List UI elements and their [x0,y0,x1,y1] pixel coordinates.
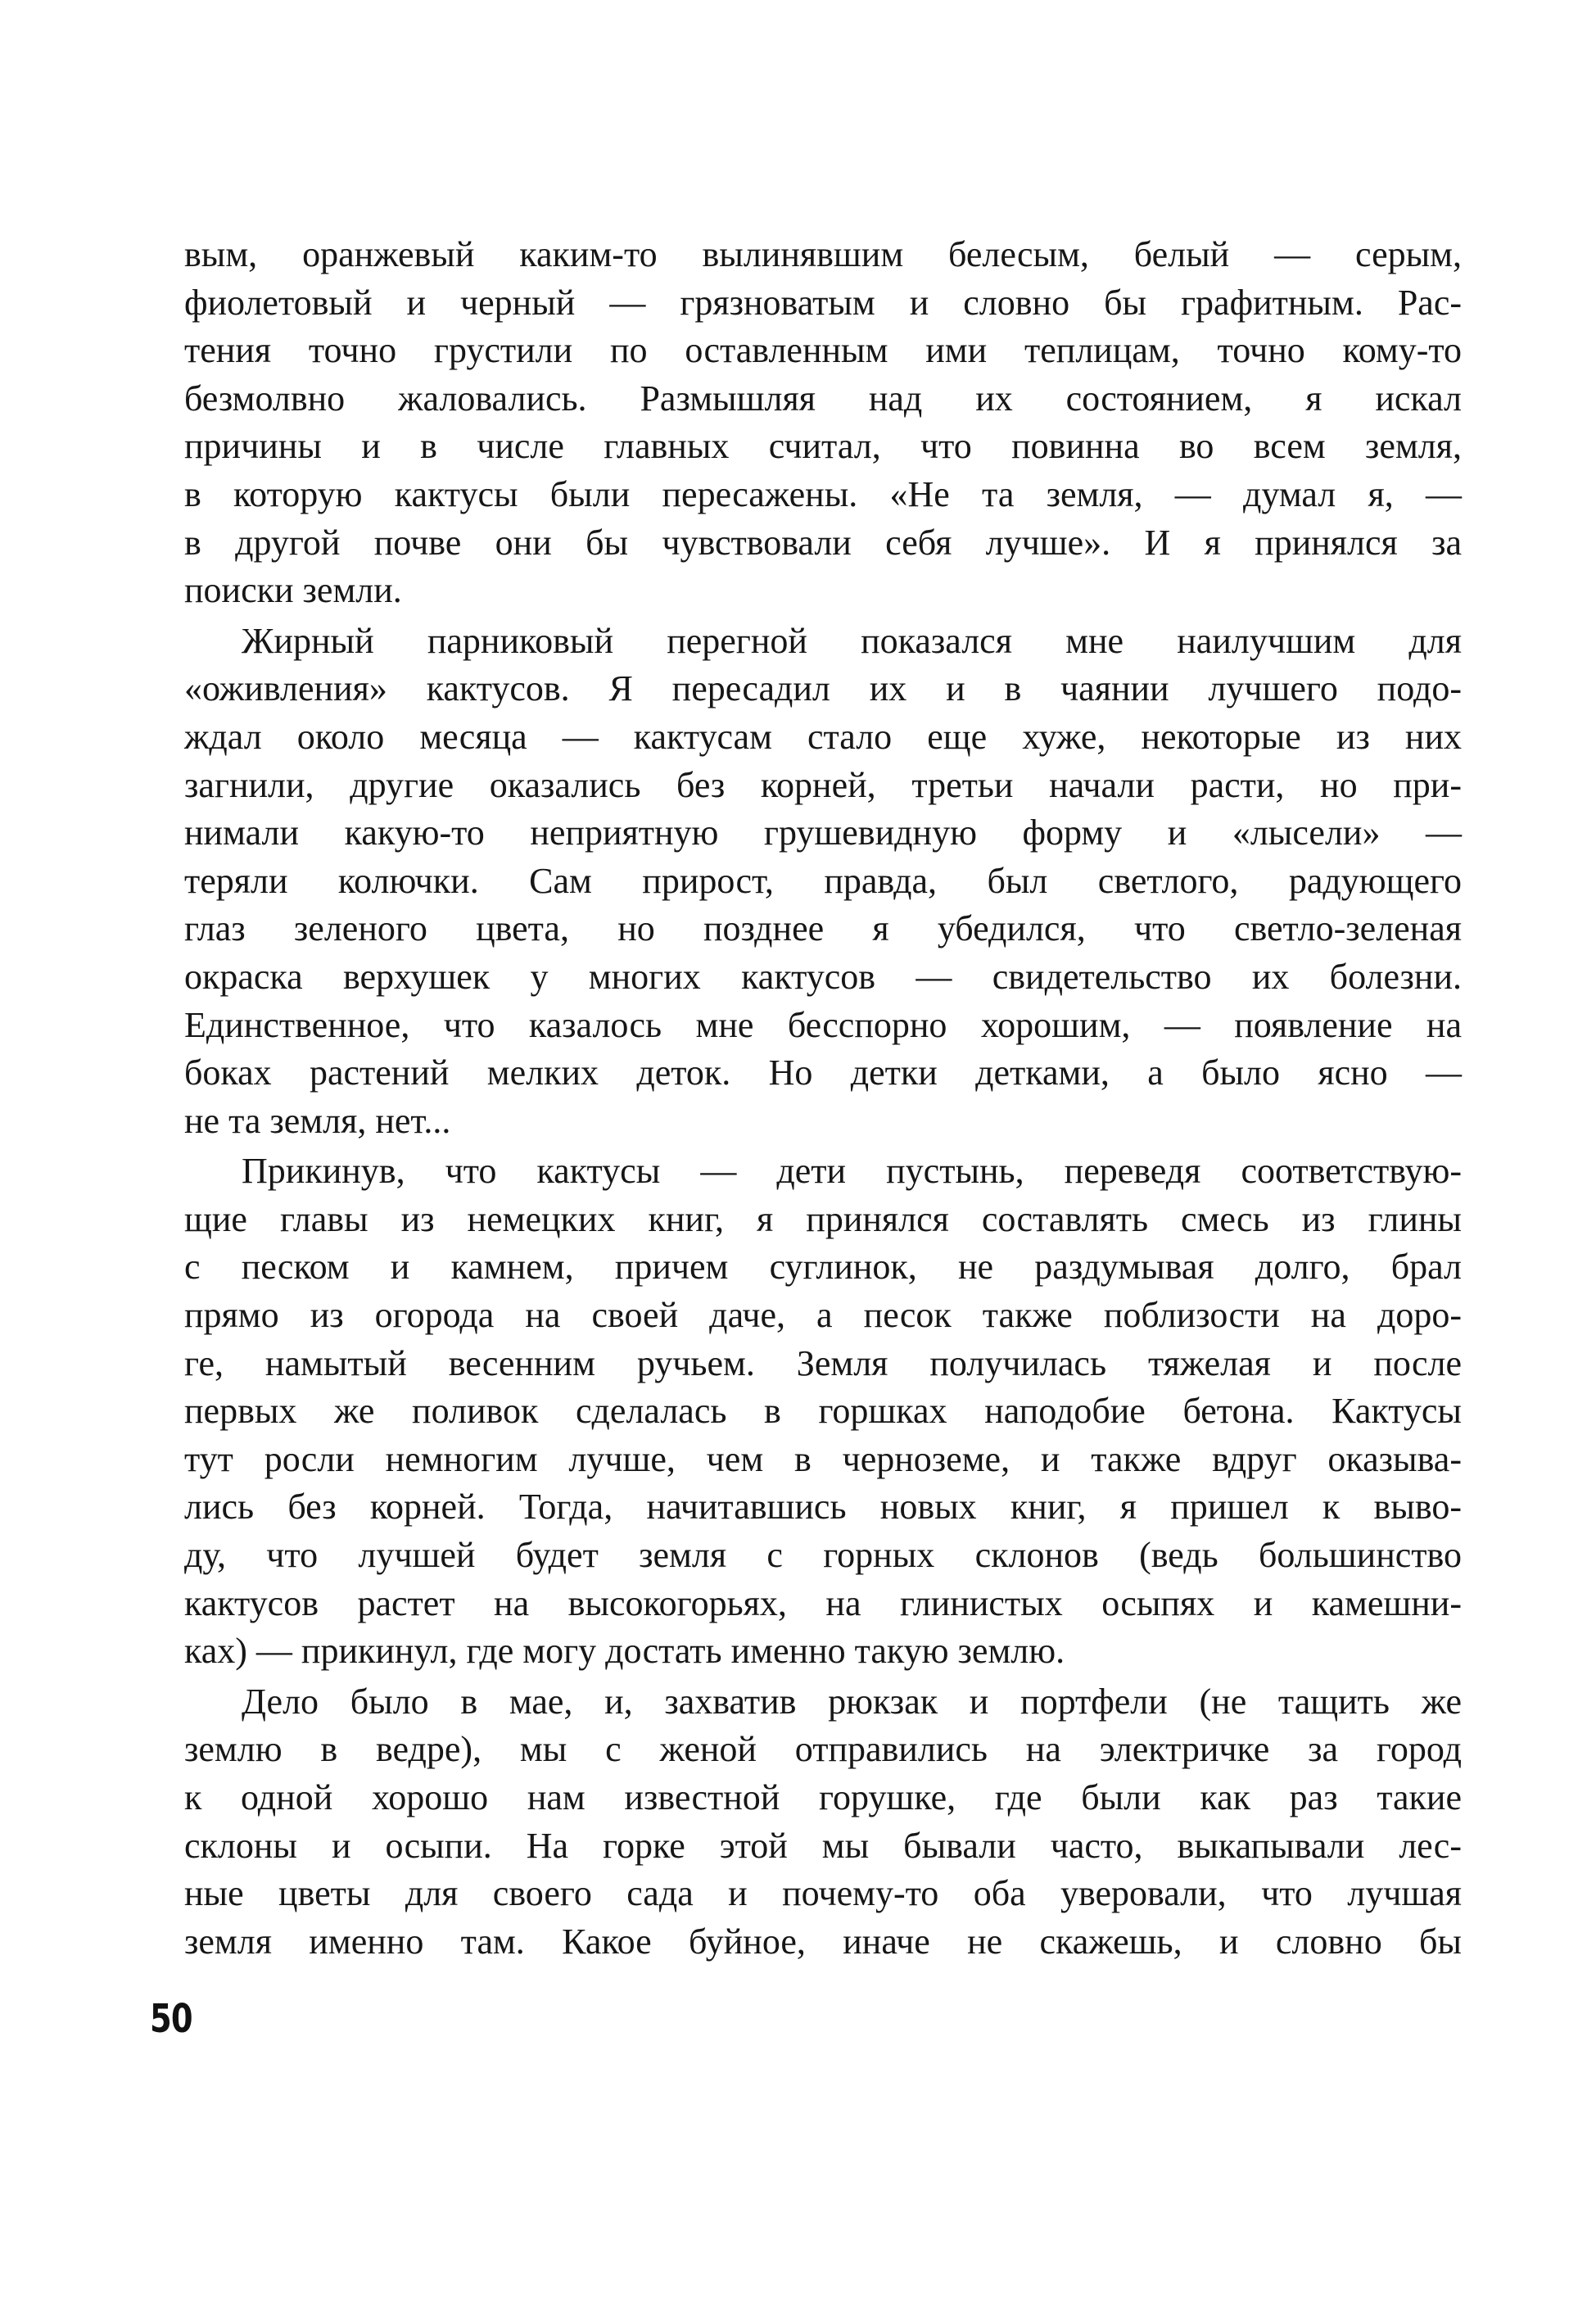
text-line: ках) — прикинул, где могу достать именно такую землю. [184,1631,1065,1672]
text-line: склоны и осыпи. На горке этой мы бывали часто, выкапывали лес- [184,1825,1462,1866]
text-line: Единственное, что казалось мне бесспорно хорошим, — появление на [184,1004,1462,1045]
paragraph [184,231,1462,615]
paragraph [184,1678,1462,1967]
text-line: ные цветы для своего сада и почему-то оба уверовали, что лучшая [184,1873,1462,1914]
text-line: с песком и камнем, причем суглинок, не раздумывая долго, брал [184,1247,1462,1288]
text-line: «оживления» кактусов. Я пересадил их и в чаянии лучшего подо- [184,668,1462,709]
text-line: Прикинув, что кактусы — дети пустынь, переведя соответствую- [242,1151,1462,1192]
paragraph [184,1147,1462,1676]
text-line: кактусов растет на высокогорьях, на глинистых осыпях и камешни- [184,1582,1462,1623]
text-line: боках растений мелких деток. Но детки детками, а было ясно — [184,1052,1462,1093]
text-line: глаз зеленого цвета, но позднее я убедился, что светло-зеленая [184,908,1462,949]
text-line: ду, что лучшей будет земля с горных склонов (ведь большинство [184,1535,1462,1576]
text-line: окраска верхушек у многих кактусов — свидетельство их болезни. [184,956,1462,997]
page-number: 50 [150,1996,192,2042]
text-line: прямо из огорода на своей даче, а песок также поблизости на доро- [184,1295,1462,1336]
text-line: лись без корней. Тогда, начитавшись новых книг, я пришел к выво- [184,1487,1462,1528]
text-line: щие главы из немецких книг, я принялся составлять смесь из глины [184,1198,1462,1239]
text-line: к одной хорошо нам известной горушке, где были как раз такие [184,1777,1462,1817]
text-line: фиолетовый и черный — грязноватым и словно бы графитным. Рас- [184,282,1462,323]
text-line: тения точно грустили по оставленным ими теплицам, точно кому-то [184,330,1462,371]
text-line: причины и в числе главных считал, что повинна во всем земля, [184,426,1462,467]
paragraph [184,618,1462,1146]
text-line: ге, намытый весенним ручьем. Земля получилась тяжелая и после [184,1342,1462,1383]
text-line: поиски земли. [184,570,402,611]
text-line: землю в ведре), мы с женой отправились на электричке за город [184,1729,1462,1770]
text-line: теряли колючки. Сам прирост, правда, был светлого, радующего [184,860,1462,901]
text-line: Дело было в мае, и, захватив рюкзак и портфели (не тащить же [242,1681,1462,1722]
text-line: в другой почве они бы чувствовали себя лучше». И я принялся за [184,522,1462,563]
text-line: вым, оранжевый каким-то вылинявшим белесым, белый — серым, [184,234,1462,274]
text-line: безмолвно жаловались. Размышляя над их состоянием, я искал [184,378,1462,419]
text-line: тут росли немногим лучше, чем в черноземе, и также вдруг оказыва- [184,1438,1462,1479]
text-line: земля именно там. Какое буйное, иначе не скажешь, и словно бы [184,1921,1462,1962]
text-line: загнили, другие оказались без корней, третьи начали расти, но при- [184,764,1462,805]
text-line: нимали какую-то неприятную грушевидную форму и «лысели» — [184,812,1462,853]
text-line: в которую кактусы были пересажены. «Не та земля, — думал я, — [184,473,1462,514]
text-line: не та земля, нет... [184,1100,451,1141]
body-text [184,231,1462,1968]
text-line: ждал около месяца — кактусам стало еще хуже, некоторые из них [184,716,1462,757]
text-line: первых же поливок сделалась в горшках наподобие бетона. Кактусы [184,1391,1462,1432]
text-line: Жирный парниковый перегной показался мне наилучшим для [242,620,1462,661]
